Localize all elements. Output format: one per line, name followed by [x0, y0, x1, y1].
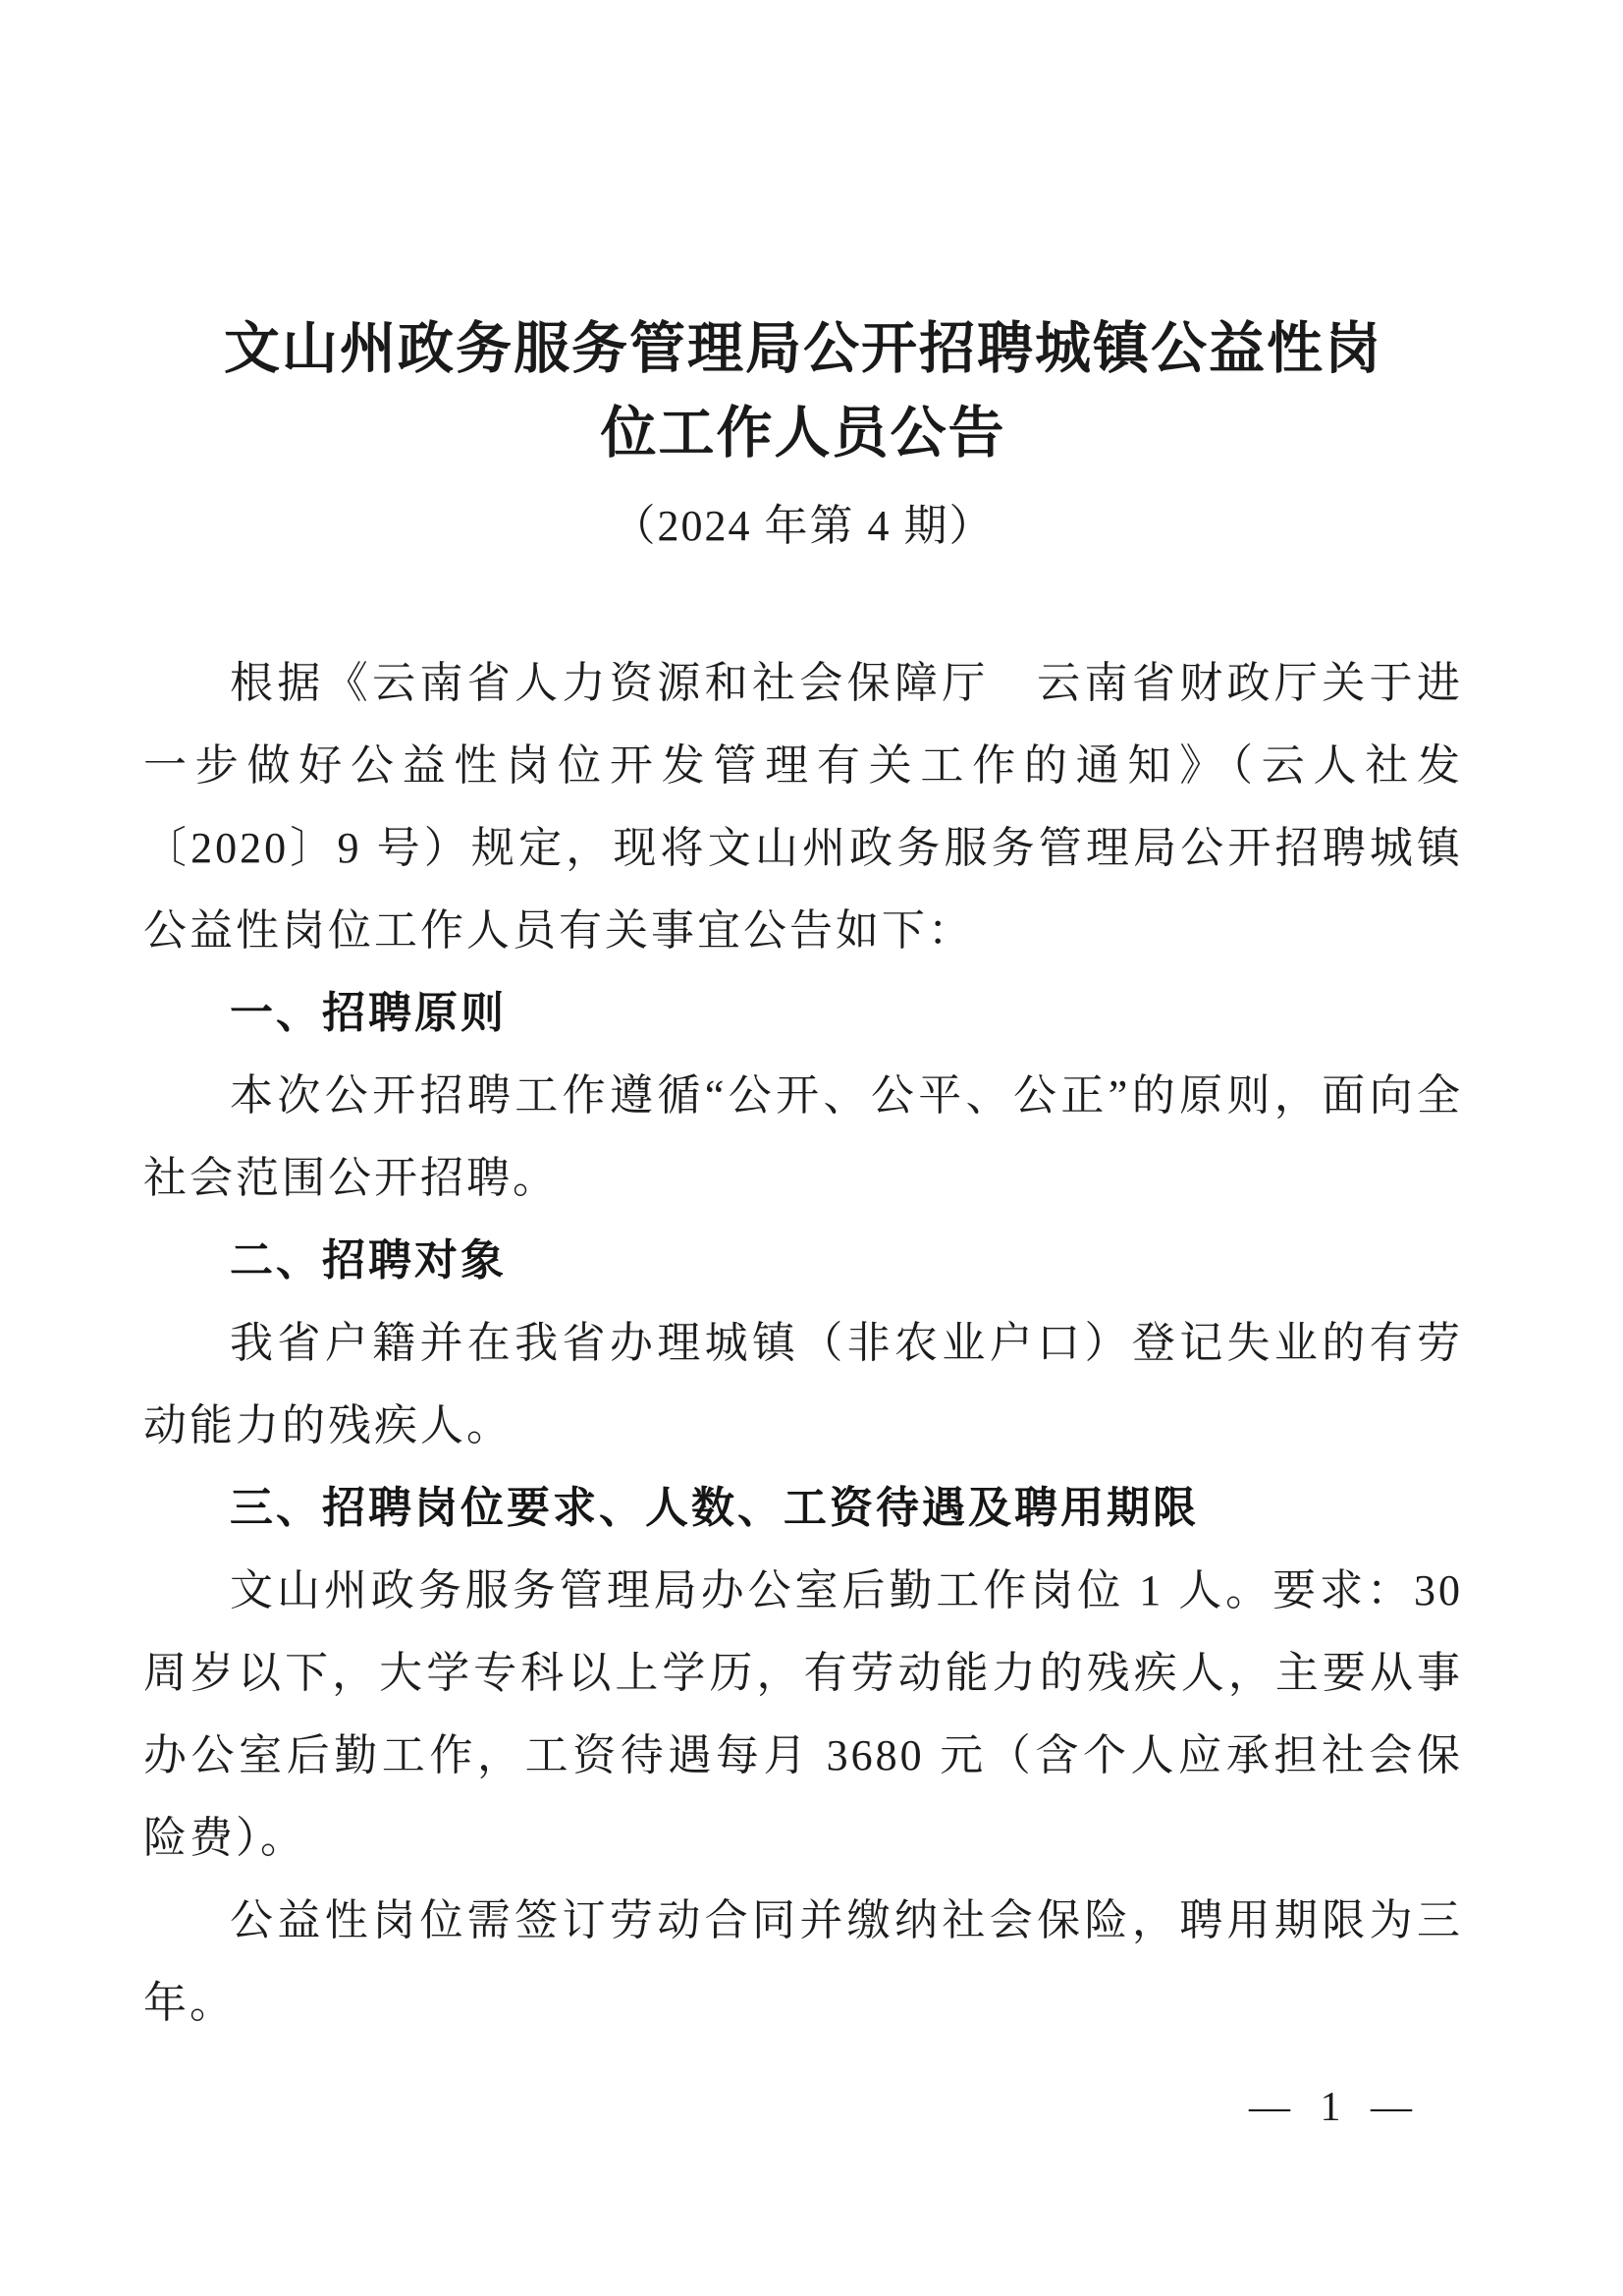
document-title-line-2: 位工作人员公告	[600, 402, 1006, 465]
paragraph-recruitment-targets: 我省户籍并在我省办理城镇（非农业户口）登记失业的有劳动能力的残疾人。	[143, 1319, 1463, 1449]
paragraph-legal-basis: 根据《云南省人力资源和社会保障厅 云南省财政厅关于进一步做好公益性岗位开发管理有关工作的通知》（云人社发〔2020〕9 号）规定，现将文山州政务服务管理局公开招聘城镇公益性岗位工作人员有关事宜公告如下：	[143, 659, 1463, 955]
document-subtitle: （2024 年第 4 期）	[612, 502, 995, 550]
paragraph-position-details: 文山州政务服务管理局办公室后勤工作岗位 1 人。要求：30 周岁以下，大学专科以上学历，有劳动能力的残疾人，主要从事办公室后勤工作，工资待遇每月 3680 元（含个人应承担社会保险费）。	[143, 1566, 1463, 1862]
document-body	[143, 642, 1463, 2045]
paragraph-contract-term: 公益性岗位需签订劳动合同并缴纳社会保险，聘用期限为三年。	[143, 1896, 1463, 2027]
page-number: — 1 —	[1249, 2085, 1422, 2130]
section-heading-position-requirements: 三、招聘岗位要求、人数、工资待遇及聘用期限	[230, 1484, 1199, 1532]
paragraph-recruitment-principles: 本次公开招聘工作遵循“公开、公平、公正”的原则，面向全社会范围公开招聘。	[143, 1071, 1463, 1202]
document-title	[143, 306, 1463, 475]
section-heading-recruitment-targets: 二、招聘对象	[230, 1236, 507, 1285]
document-title-line-1: 文山州政务服务管理局公开招聘城镇公益性岗	[224, 317, 1382, 380]
section-heading-recruitment-principles: 一、招聘原则	[230, 989, 507, 1037]
